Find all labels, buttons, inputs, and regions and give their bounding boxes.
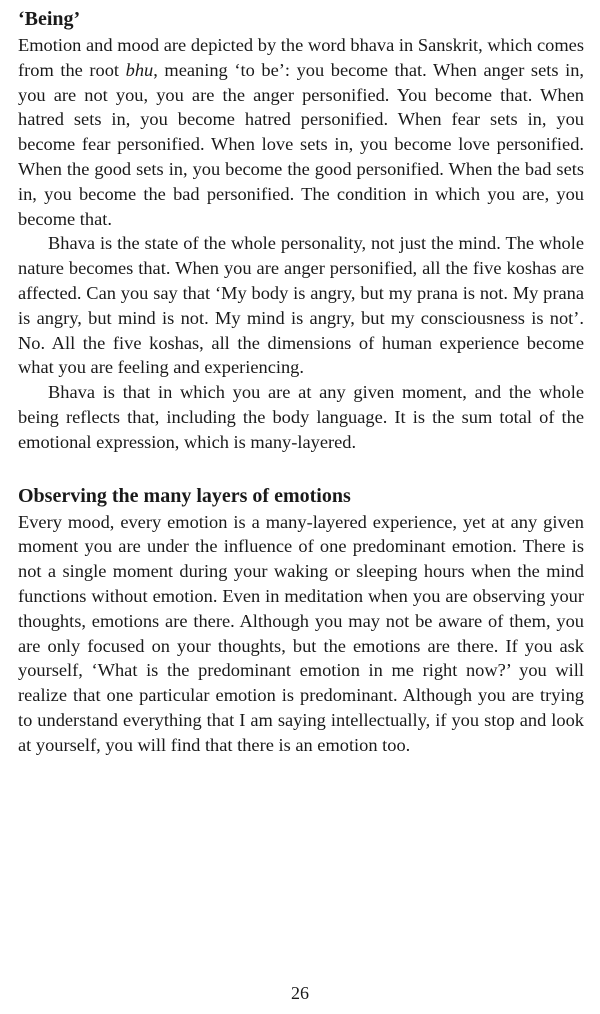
paragraph-sum-total: Bhava is that in which you are at any given moment, and the whole being reflects that, including the body language. It is the sum total of the emotional expression, which is many-layered. bbox=[18, 382, 584, 452]
paragraph-text: , meaning ‘to be’: you become that. When anger sets in, you are not you, you are the anger personified. You become that. When hatred sets in, you become hatred personified. When fear sets in, you become fear personified. When love sets in, you become love personified. When the good sets in, you become the good personified. When the bad sets in, you become the bad personified. The condition in which you are, you become that. bbox=[18, 59, 584, 229]
italic-term-bhu: bhu bbox=[125, 59, 154, 80]
section-heading-observing-layers: Observing the many layers of emotions bbox=[18, 484, 351, 507]
book-page bbox=[18, 6, 584, 758]
paragraph-many-layered-experience: Every mood, every emotion is a many-layered experience, yet at any given moment you are under the influence of one predominant emotion. There is not a single moment during your waking or sleeping hours when the mind functions without emotion. Even in meditation when you are observing your thoughts, emotions are there. Although you may not be aware of them, you are only focused on your thoughts, but the emotions are there. If you ask yourself, ‘What is the predominant emotion in me right now?’ you will realize that one particular emotion is predominant. Although you are trying to understand everything that I am saying intellectually, if you stop and look at yourself, you will find that there is an emotion too. bbox=[18, 511, 584, 755]
section-heading-being: ‘Being’ bbox=[18, 8, 81, 30]
page-number: 26 bbox=[291, 983, 309, 1003]
paragraph-bhava-definition bbox=[18, 33, 584, 231]
paragraph-whole-personality: Bhava is the state of the whole personality, not just the mind. The whole nature becomes that. When you are anger personified, all the five koshas are affected. Can you say that ‘My body is angry, but my prana is not. My prana is angry, but mind is not. My mind is angry, but my consciousness is not’. No. All the five koshas, all the dimensions of human experience become what you are feeling and experiencing. bbox=[18, 233, 584, 378]
paragraph-text: Emotion and mood are depicted by the word bhava in Sanskrit, which comes from the root bbox=[18, 35, 584, 80]
